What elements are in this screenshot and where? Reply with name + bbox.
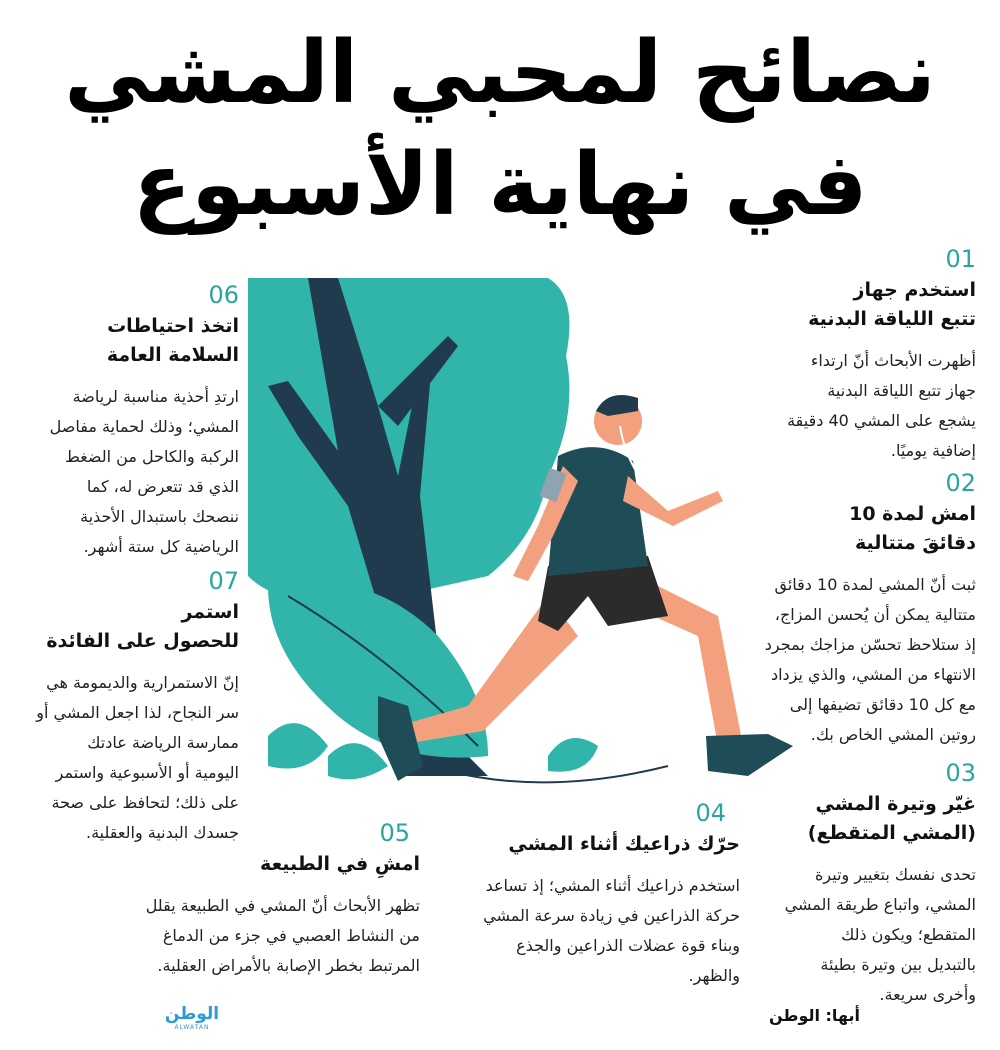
tip-body-line: جهاز تتبع اللياقة البدنية: [827, 381, 976, 400]
tip-body-line: المشي، واتباع طريقة المشي: [784, 895, 976, 914]
tip-heading-line: دقائقَ متتالية: [854, 532, 976, 554]
tip-body-line: سر النجاح، لذا اجعل المشي أو: [36, 703, 239, 722]
logo-latin-text: ALWATAN: [174, 1024, 210, 1031]
tip-body-line: الذي قد تتعرض له، كما: [86, 477, 239, 496]
tip-number: 01: [945, 245, 976, 273]
tip-heading-line: اتخذ احتياطات: [107, 315, 239, 337]
tip-body-line: أظهرت الأبحاث أنّ ارتداء: [810, 351, 976, 370]
tip-03: [746, 758, 976, 1010]
tip-body-line: إنّ الاستمرارية والديمومة هي: [46, 673, 239, 692]
tip-heading-line: تتبع اللياقة البدنية: [808, 308, 976, 330]
tip-body: [24, 382, 239, 562]
tip-01: [746, 244, 976, 466]
tip-body: [746, 860, 976, 1010]
tip-number: 02: [945, 469, 976, 497]
tip-heading-line: السلامة العامة: [106, 344, 239, 366]
tip-number: 05: [379, 819, 410, 847]
tip-heading-line: للحصول على الفائدة: [46, 630, 239, 652]
tip-body-line: بالتبديل بين وتيرة بطيئة: [820, 955, 976, 974]
logo-arabic-text: الوطن: [164, 1004, 220, 1024]
tip-body-line: إضافية يوميًا.: [890, 441, 976, 460]
tip-body: [24, 668, 239, 848]
tip-number: 06: [208, 281, 239, 309]
tip-body-line: روتين المشي الخاص بك.: [810, 725, 976, 744]
tip-body-line: وأخرى سريعة.: [879, 985, 976, 1004]
tip-heading-line: استمر: [181, 601, 239, 623]
tip-heading-line: (المشي المتقطع): [807, 822, 976, 844]
tip-body-line: مع كل 10 دقائق تضيفها إلى: [789, 695, 976, 714]
tip-body-line: يشجع على المشي 40 دقيقة: [787, 411, 976, 430]
tip-body-line: ممارسة الرياضة عادتك: [87, 733, 239, 752]
tip-06: [24, 280, 239, 562]
tip-body-line: المرتبط بخطر الإصابة بالأمراض العقلية.: [157, 956, 420, 975]
tip-body-line: حركة الذراعين في زيادة سرعة المشي: [483, 906, 740, 925]
tip-body-line: الانتهاء من المشي، والذي يزداد: [770, 665, 976, 684]
tip-body-line: تظهر الأبحاث أنّ المشي في الطبيعة يقلل: [145, 896, 420, 915]
page-title-line-1: نصائح لمحبي المشي: [64, 23, 936, 123]
tip-body-line: ننصحك باستبدال الأحذية: [80, 507, 239, 526]
tip-heading-line: امشِ في الطبيعة: [260, 853, 420, 875]
tip-body-line: وبناء قوة عضلات الذراعين والجذع: [516, 936, 740, 955]
walking-man-illustration: [248, 276, 800, 796]
tip-body-line: المتقطع؛ ويكون ذلك: [841, 925, 976, 944]
tip-body: [440, 871, 740, 991]
tip-body-line: والظهر.: [688, 966, 740, 985]
tip-body-line: على ذلك؛ لتحافظ على صحة: [51, 793, 239, 812]
tip-body-line: اليومية أو الأسبوعية واستمر: [55, 763, 239, 782]
tip-heading-line: غيّر وتيرة المشي: [815, 793, 976, 815]
tip-number: 07: [208, 567, 239, 595]
tip-04: [440, 798, 740, 991]
tip-body: [736, 570, 976, 750]
tip-body-line: متتالية يمكن أن يُحسن المزاج،: [774, 605, 976, 624]
source-credit: أبها: الوطن: [768, 1006, 860, 1025]
tip-body-line: تحدى نفسك بتغيير وتيرة: [815, 865, 976, 884]
tip-body-line: إذ ستلاحظ تحسّن مزاجك بمجرد: [764, 635, 976, 654]
tip-body-line: استخدم ذراعيك أثناء المشي؛ إذ تساعد: [485, 876, 740, 895]
tip-body: [90, 891, 420, 981]
tip-body-line: ارتدِ أحذية مناسبة لرياضة: [72, 387, 239, 406]
tip-number: 04: [695, 799, 726, 827]
tip-body-line: ثبت أنّ المشي لمدة 10 دقائق: [774, 575, 976, 594]
tip-02: [736, 468, 976, 750]
tip-07: [24, 566, 239, 848]
tip-body-line: جسدك البدنية والعقلية.: [86, 823, 239, 842]
tip-heading-line: امش لمدة 10: [849, 503, 976, 525]
tip-body: [746, 346, 976, 466]
alwatan-logo: [160, 1004, 224, 1034]
tip-heading-line: استخدم جهاز: [853, 279, 976, 301]
tip-body-line: المشي؛ وذلك لحماية مفاصل: [49, 417, 239, 436]
tip-heading-line: حرّك ذراعيك أثناء المشي: [508, 833, 740, 855]
tip-number: 03: [945, 759, 976, 787]
tip-body-line: الرياضية كل ستة أشهر.: [83, 537, 239, 556]
tip-body-line: من النشاط العصبي في جزء من الدماغ: [162, 926, 420, 945]
tip-body-line: الركبة والكاحل من الضغط: [64, 447, 239, 466]
page-title-line-2: في نهاية الأسبوع: [132, 135, 868, 235]
